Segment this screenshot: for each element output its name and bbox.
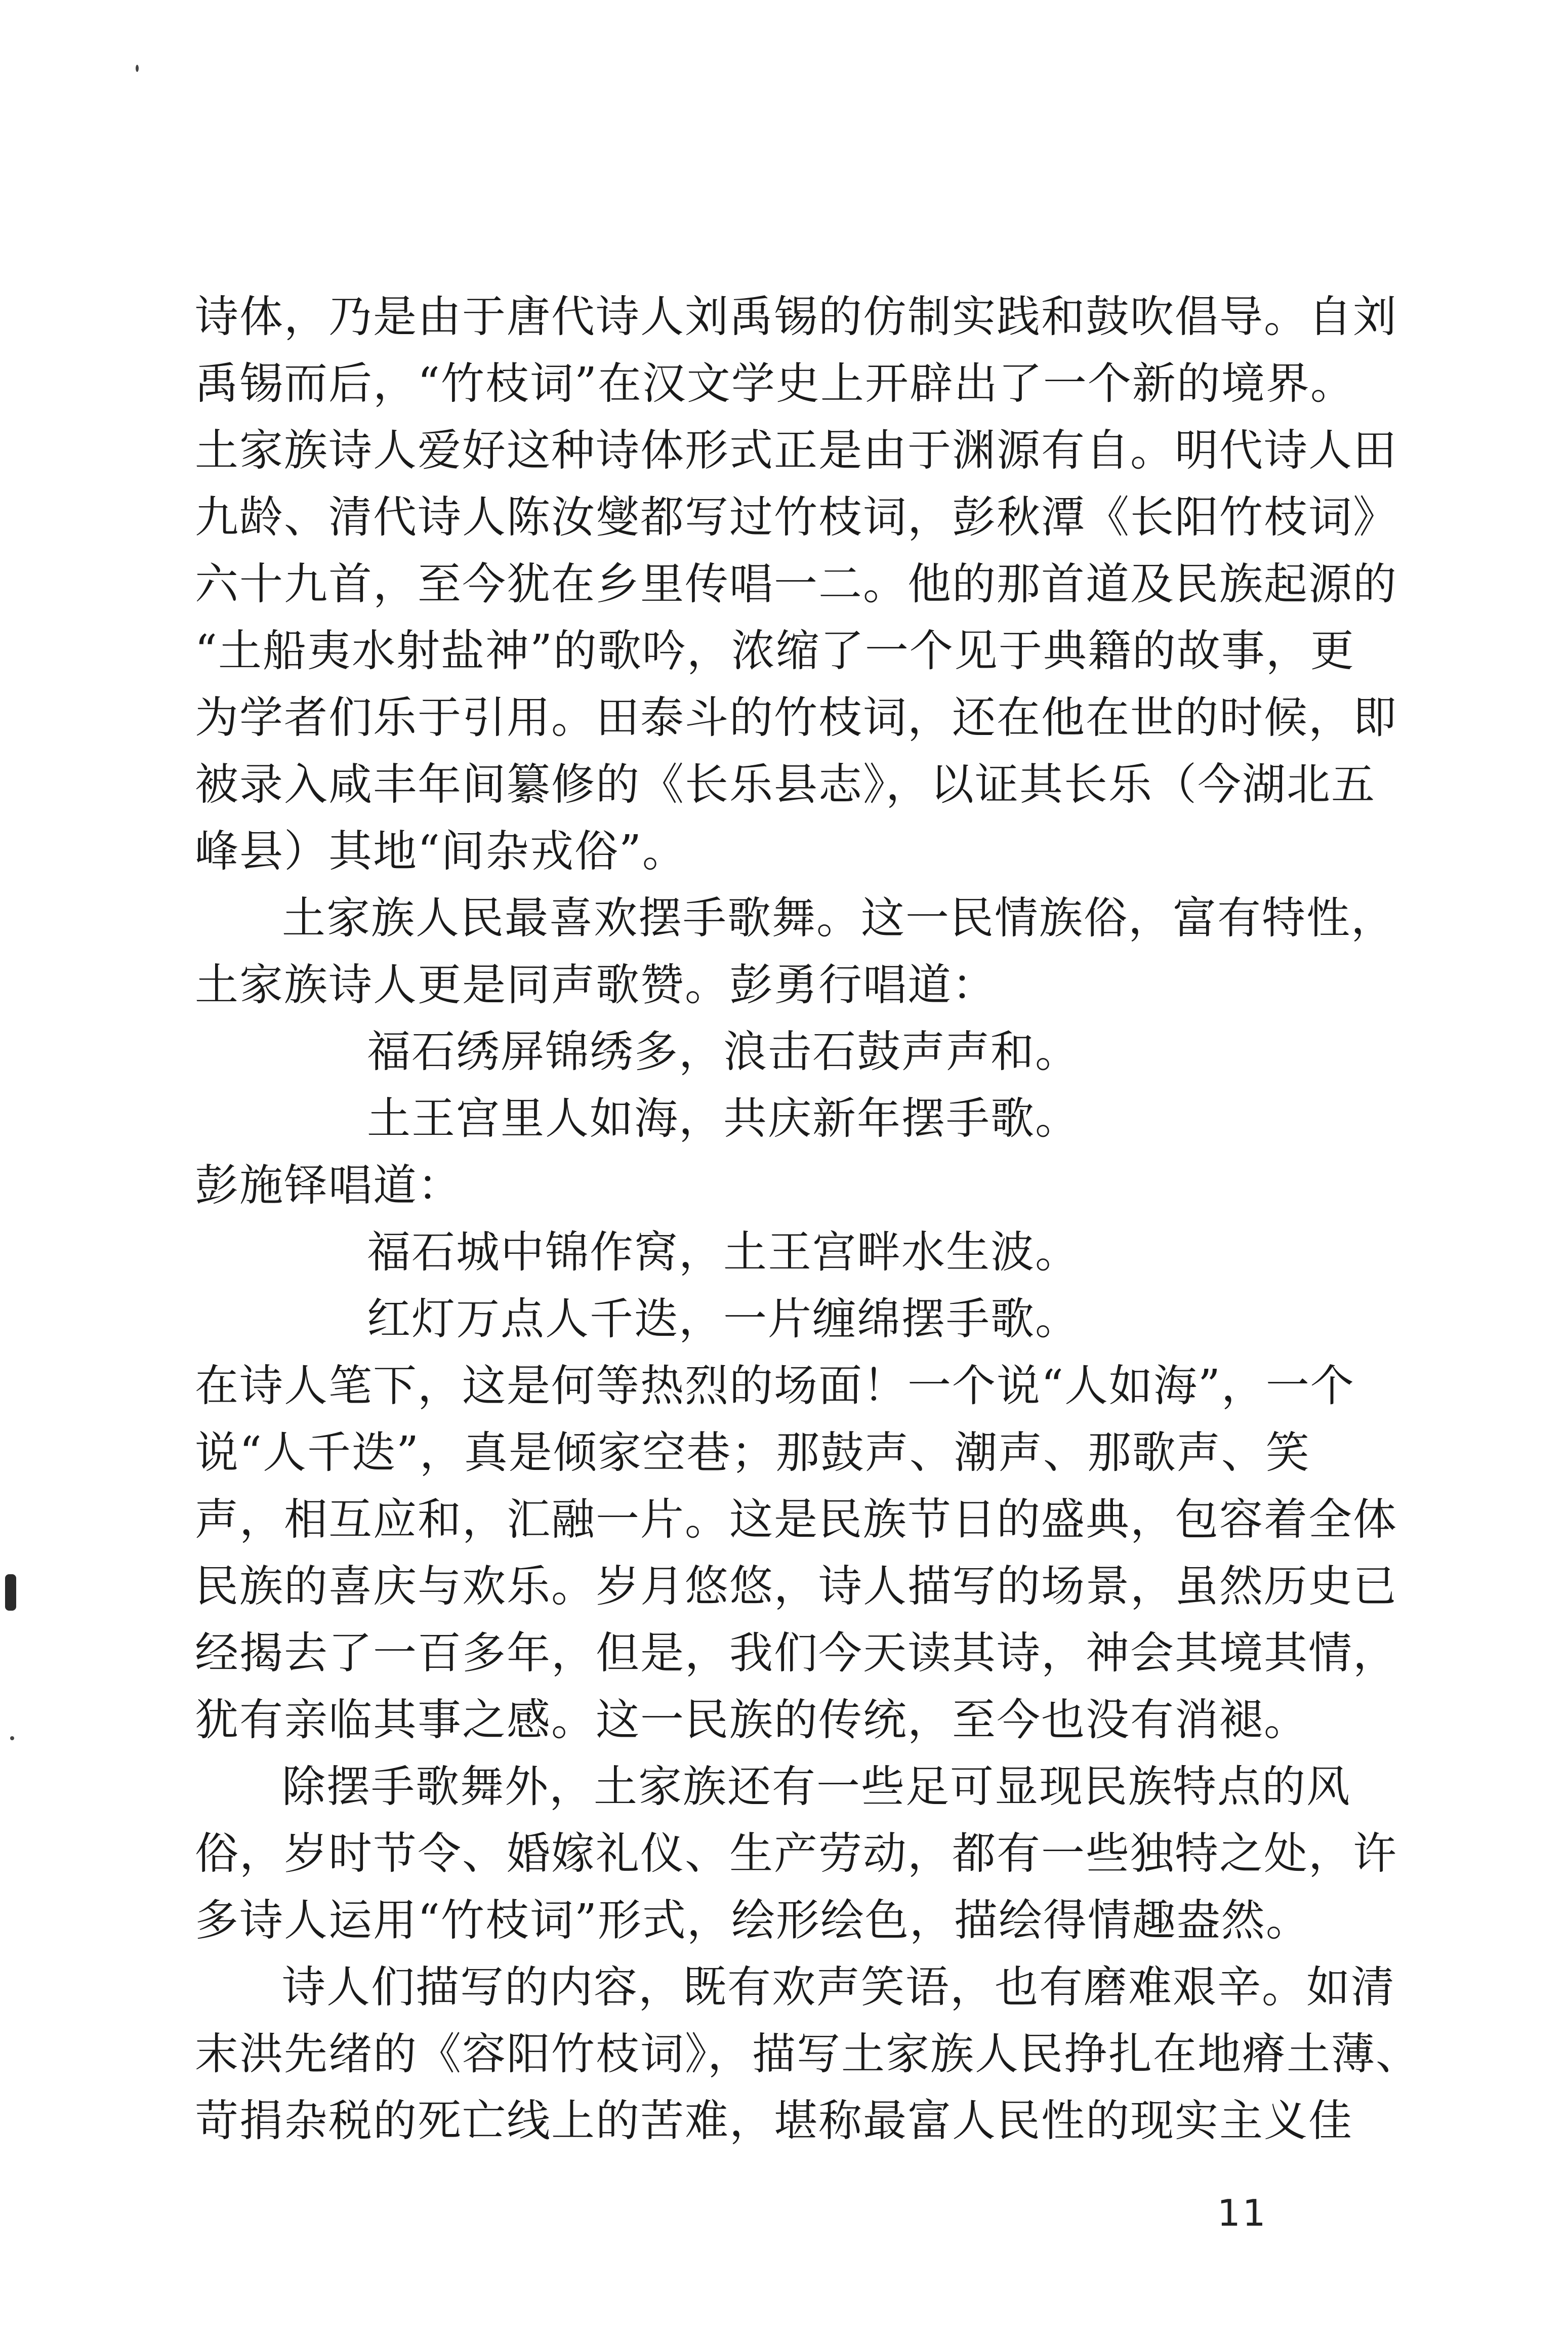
scan-edge-mark [5,1574,16,1611]
page-number: 11 [1217,2192,1268,2234]
text-line: 六十九首，至今犹在乡里传唱一二。他的那首道及民族起源的 [195,559,1397,609]
poem-line: 红灯万点人千迭，一片缠绵摆手歌。 [367,1294,1080,1344]
text-line: 经揭去了一百多年，但是，我们今天读其诗，神会其境其情， [195,1628,1397,1678]
text-line: 俗，岁时节令、婚嫁礼仪、生产劳动，都有一些独特之处，许 [195,1828,1397,1879]
paragraph-start-line: 除摆手歌舞外，土家族还有一些足可显现民族特点的风 [282,1762,1351,1812]
text-line: 被录入咸丰年间纂修的《长乐县志》，以证其长乐（今湖北五 [195,759,1376,810]
text-line: 多诗人运用“竹枝词”形式，绘形绘色，描绘得情趣盎然。 [195,1895,1310,1946]
text-line: 诗体，乃是由于唐代诗人刘禹锡的仿制实践和鼓吹倡导。自刘 [195,292,1397,342]
paragraph-start-line: 土家族人民最喜欢摆手歌舞。这一民情族俗，富有特性， [282,893,1395,944]
text-line: “土船夷水射盐神”的歌吟，浓缩了一个见于典籍的故事，更 [195,626,1355,676]
text-line: 末洪先绪的《容阳竹枝词》，描写土家族人民挣扎在地瘠土薄、 [195,2029,1420,2079]
scan-speck [10,1736,14,1740]
paragraph-start-line: 诗人们描写的内容，既有欢声笑语，也有磨难艰辛。如清 [282,1962,1395,2013]
body-text [195,283,1420,2154]
poem-line: 福石绣屏锦绣多，浪击石鼓声声和。 [367,1027,1080,1077]
text-line: 峰县）其地“间杂戎俗”。 [195,826,687,877]
text-line: 说“人千迭”，真是倾家空巷；那鼓声、潮声、那歌声、笑 [195,1427,1310,1478]
text-line: 民族的喜庆与欢乐。岁月悠悠，诗人描写的场景，虽然历史已 [195,1561,1397,1612]
poem-line: 福石城中锦作窝，土王宫畔水生波。 [367,1227,1080,1278]
poem-line: 土王宫里人如海，共庆新年摆手歌。 [367,1093,1080,1144]
text-line: 土家族诗人爱好这种诗体形式正是由于渊源有自。明代诗人田 [195,425,1397,476]
text-line: 土家族诗人更是同声歌赞。彭勇行唱道： [195,960,997,1010]
text-line: 犹有亲临其事之感。这一民族的传统，至今也没有消褪。 [195,1695,1308,1745]
text-line: 彭施铎唱道： [195,1160,462,1211]
text-line: 苛捐杂税的死亡线上的苦难，堪称最富人民性的现实主义佳 [195,2096,1353,2146]
text-line: 禹锡而后，“竹枝词”在汉文学史上开辟出了一个新的境界。 [195,358,1355,409]
text-line: 九龄、清代诗人陈汝燮都写过竹枝词，彭秋潭《长阳竹枝词》 [195,492,1397,543]
text-line: 声，相互应和，汇融一片。这是民族节日的盛典，包容着全体 [195,1494,1397,1545]
text-line: 在诗人笔下，这是何等热烈的场面！一个说“人如海”，一个 [195,1361,1355,1411]
text-line: 为学者们乐于引用。田泰斗的竹枝词，还在他在世的时候，即 [195,692,1397,743]
scan-speck [136,65,139,72]
